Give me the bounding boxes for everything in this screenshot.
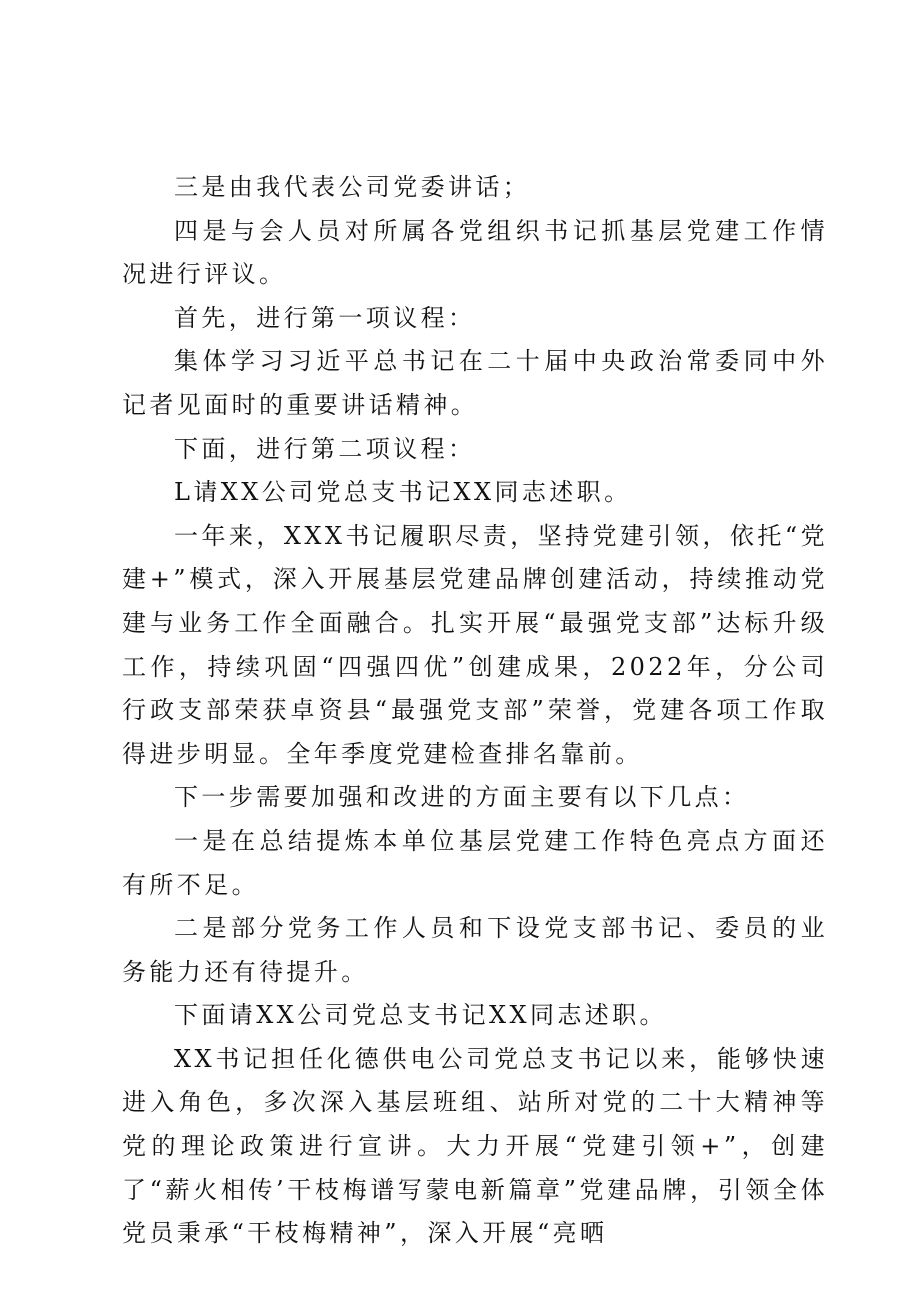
paragraph-improvement-point-1: 一是在总结提炼本单位基层党建工作特色亮点方面还有所不足。 bbox=[122, 826, 828, 899]
paragraph-second-report-request: 下面请XX公司党总支书记XX同志述职。 bbox=[174, 1001, 667, 1030]
paragraph-improvement-point-2: 二是部分党务工作人员和下设党支部书记、委员的业务能力还有待提升。 bbox=[122, 914, 828, 986]
document-body bbox=[122, 166, 828, 1256]
paragraph-first-agenda-intro: 首先，进行第一项议程： bbox=[174, 303, 476, 332]
paragraph-annual-review: 一年来，XXX书记履职尽责，坚持党建引领，依托“党建+”模式，深入开展基层党建品牌创建活动，持续推动党建与业务工作全面融合。扎实开展“最强党支部”达标升级工作，持续巩固“四强四优”创建成果，2022年，分公司行政支部荣获卓资县“最强党支部”荣誉，党建各项工作取得进步明显。全年季度党建检查排名靠前。 bbox=[122, 521, 828, 768]
paragraph-second-agenda-intro: 下面，进行第二项议程： bbox=[174, 434, 476, 463]
paragraph-collective-study: 集体学习习近平总书记在二十届中央政治常委同中外记者见面时的重要讲话精神。 bbox=[122, 347, 828, 419]
paragraph-secretary-review: XX书记担任化德供电公司党总支书记以来，能够快速进入角色，多次深入基层班组、站所对党的二十大精神等党的理论政策进行宣讲。大力开展“党建引领+”，创建了“薪火相传’干枝梅谱写蒙电新篇章”党建品牌，引领全体党员秉承“干枝梅精神”，深入开展“亮晒 bbox=[122, 1044, 828, 1248]
paragraph-agenda-item-4: 四是与会人员对所属各党组织书记抓基层党建工作情况进行评议。 bbox=[122, 216, 828, 289]
paragraph-agenda-item-3: 三是由我代表公司党委讲话； bbox=[174, 173, 531, 201]
paragraph-improvement-intro: 下一步需要加强和改进的方面主要有以下几点： bbox=[174, 783, 750, 812]
paragraph-first-report-request: L请XX公司党总支书记XX同志述职。 bbox=[174, 478, 632, 507]
